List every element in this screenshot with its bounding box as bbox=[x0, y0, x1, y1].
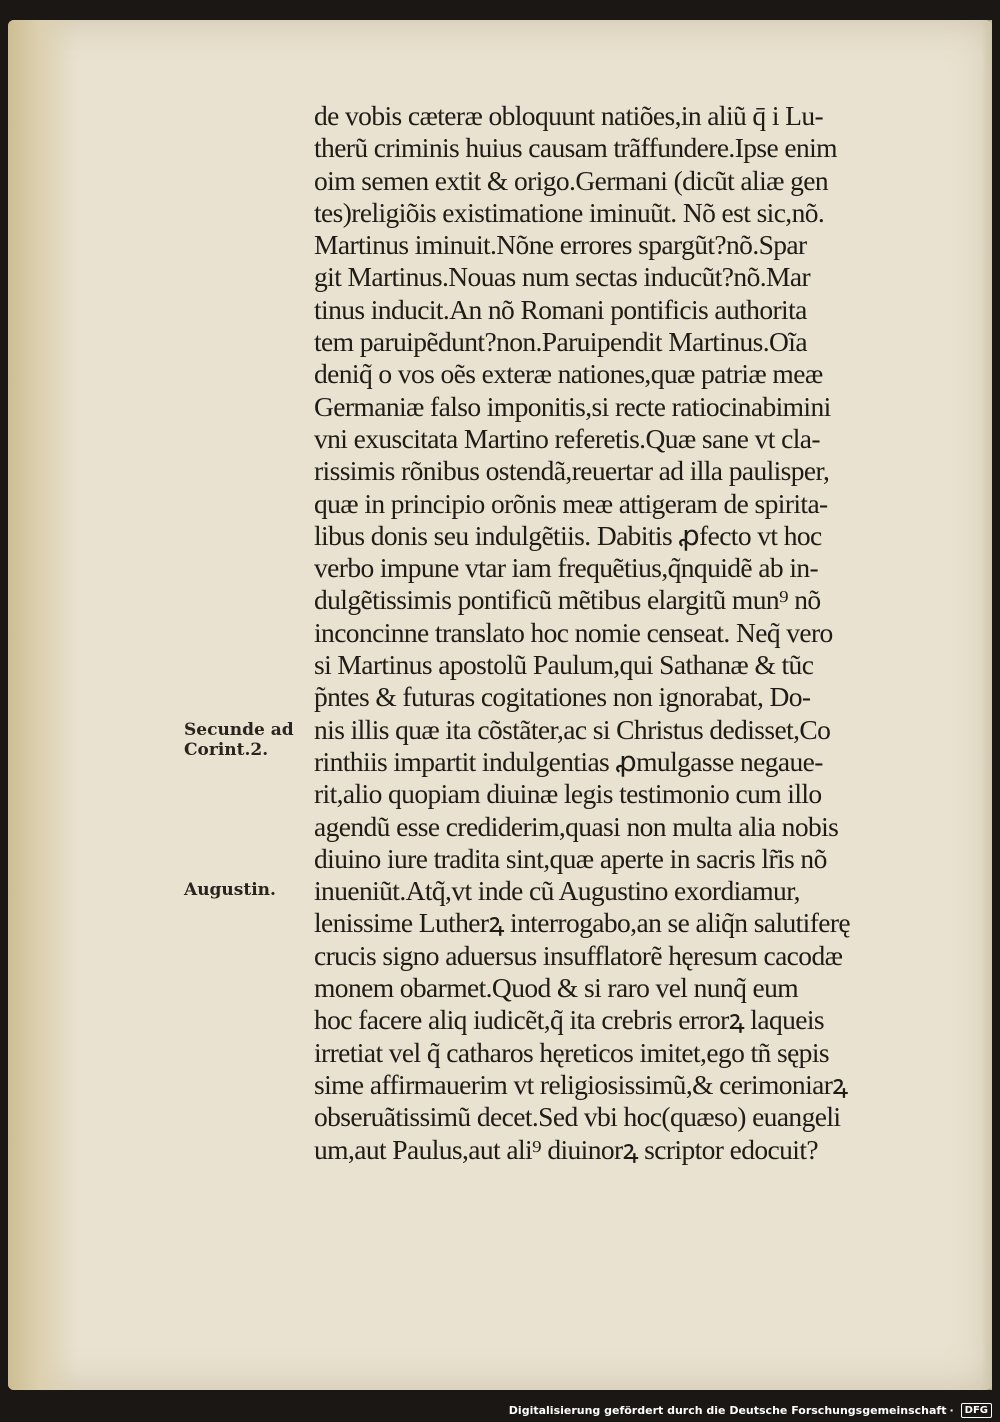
text-line: inconcinne translato hoc nomie censeat. Neq̃ vero bbox=[314, 616, 833, 648]
text-line: crucis signo aduersus insufflatorẽ hęresum cacodæ bbox=[314, 939, 843, 971]
text-line: obseruãtissimũ decet.Sed vbi hoc(quæso) euangeli bbox=[314, 1101, 841, 1133]
text-line: tes)religiõis existimatione iminuũt. Nõ est sic,nõ. bbox=[314, 196, 825, 228]
text-line: oim semen extit & origo.Germani (dicũt aliæ gen bbox=[314, 164, 829, 196]
text-line: de vobis cæteræ obloquunt natiões,in aliũ q̄ i Lu- bbox=[314, 100, 824, 131]
text-line: vni exuscitata Martino referetis.Quæ sane vt cla- bbox=[314, 422, 820, 454]
main-text-block bbox=[314, 100, 954, 1166]
text-line: verbo impune vtar iam frequẽtius,q̃nquidẽ ab in- bbox=[314, 552, 819, 584]
footer-credit-bar bbox=[0, 1398, 1000, 1422]
text-line: irretiat vel q̃ catharos hęreticos imitet,ego tñ sępis bbox=[314, 1036, 829, 1068]
text-line: monem obarmet.Quod & si raro vel nunq̃ eum bbox=[314, 972, 799, 1004]
marginal-note-line: Secunde ad bbox=[184, 720, 294, 740]
text-line: lenissime Lutherꝝ interrogabo,an se aliq̃n salutiferę bbox=[314, 907, 851, 939]
text-line: therũ criminis huius causam trãffundere.Ipse enim bbox=[314, 132, 837, 164]
text-line: rinthiis impartit indulgentias ꝓmulgasse negaue- bbox=[314, 745, 823, 777]
text-line: git Martinus.Nouas num sectas inducũt?nõ.Mar bbox=[314, 261, 811, 293]
document-page bbox=[8, 20, 992, 1390]
text-line: si Martinus apostolũ Paulum,qui Sathanæ & tũc bbox=[314, 649, 814, 681]
text-line: sime affirmauerim vt religiosissimũ,& cerimoniarꝝ bbox=[314, 1068, 848, 1100]
text-line: Germaniæ falso imponitis,si recte ratiocinabimini bbox=[314, 390, 831, 422]
text-line: p̃ntes & futuras cogitationes non ignorabat, Do- bbox=[314, 681, 811, 713]
marginal-note-corinthians bbox=[184, 720, 294, 760]
text-line: deniq̃ o vos oẽs exteræ nationes,quæ patriæ meæ bbox=[314, 358, 823, 390]
text-line: libus donis seu indulgẽtiis. Dabitis ꝓfecto vt hoc bbox=[314, 519, 822, 551]
text-line: tinus inducit.An nõ Romani pontificis authorita bbox=[314, 293, 807, 325]
text-line: tem paruipẽdunt?non.Paruipendit Martinus.Oĩa bbox=[314, 326, 807, 358]
text-line: rit,alio quopiam diuinæ legis testimonio cum illo bbox=[314, 778, 822, 810]
text-line: hoc facere aliq iudicẽt,q̃ ita crebris errorꝝ laqueis bbox=[314, 1004, 824, 1036]
marginal-note-augustin: Augustin. bbox=[184, 880, 276, 900]
page-binding-edge bbox=[8, 20, 78, 1390]
footer-separator: · bbox=[949, 1403, 954, 1417]
text-line: um,aut Paulus,aut ali⁹ diuinorꝝ scriptor edocuit? bbox=[314, 1133, 818, 1165]
dfg-logo: DFG bbox=[961, 1403, 992, 1418]
text-line: diuino iure tradita sint,quæ aperte in sacris lr̃is nõ bbox=[314, 842, 827, 874]
text-line: quæ in principio orõnis meæ attigeram de spirita- bbox=[314, 487, 828, 519]
text-line: inueniũt.Atq̃,vt inde cũ Augustino exordiamur, bbox=[314, 875, 800, 907]
page-right-edge bbox=[982, 20, 992, 1390]
footer-credit-text: Digitalisierung gefördert durch die Deutsche Forschungsgemeinschaft bbox=[508, 1403, 947, 1417]
text-line: Martinus iminuit.Nõne errores spargũt?nõ.Spar bbox=[314, 229, 807, 261]
text-line: rissimis rõnibus ostendã,reuertar ad illa paulisper, bbox=[314, 455, 830, 487]
marginal-note-line: Corint.2. bbox=[184, 740, 269, 760]
text-line: dulgẽtissimis pontificũ mẽtibus elargitũ mun⁹ nõ bbox=[314, 584, 821, 616]
text-line: nis illis quæ ita cõstãter,ac si Christus dedisset,Co bbox=[314, 713, 831, 745]
text-line: agendũ esse crediderim,quasi non multa alia nobis bbox=[314, 810, 839, 842]
